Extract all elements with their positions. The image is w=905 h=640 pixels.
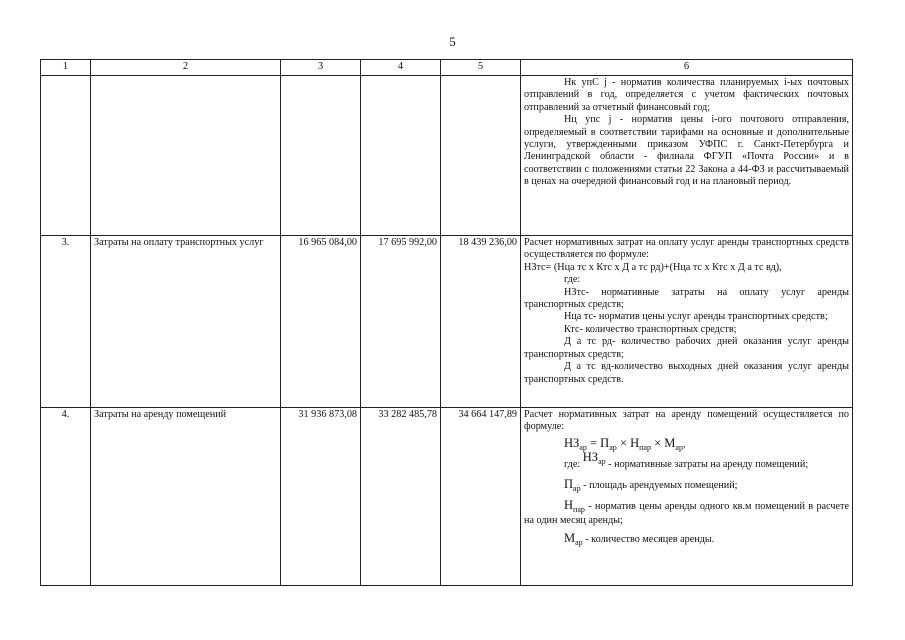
amount-year-3: 18 439 236,00 (441, 235, 521, 407)
definition-text: Нца тс- норматив цены услуг аренды транспортных средств; (564, 311, 828, 323)
rent-formula: $НЗ_{ар} = П_{ар} \times Н_{пар} \times М_{ар}$, (564, 435, 686, 452)
row-number: 3. (41, 235, 91, 407)
table-row (41, 235, 853, 407)
column-header: 3 (281, 60, 361, 76)
amount-year-3: 34 664 147,89 (441, 407, 521, 585)
definition-text: Ктс- количество транспортных средств; (564, 323, 737, 335)
cost-item-name: Затраты на оплату транспортных услуг (91, 235, 281, 407)
description-cell (521, 75, 853, 235)
where-label: где: (564, 274, 581, 286)
definition-text: НЗтс- нормативные затраты на оплату услуг аренды транспортных средств; (524, 286, 849, 310)
definition-text: $Н_{пар}$ - норматив цены аренды одного кв.м помещений в расчете на один месяц аренды; (524, 497, 849, 526)
cost-item-name: Затраты на аренду помещений (91, 407, 281, 585)
description-cell (521, 407, 853, 585)
column-header: 4 (361, 60, 441, 76)
definition-text: $П_{ар}$ - площадь арендуемых помещений; (564, 477, 738, 494)
formula-intro: Расчет нормативных затрат на оплату услуг аренды транспортных средств осуществляется по формуле: (524, 236, 849, 261)
description-cell (521, 235, 853, 407)
table-row (41, 75, 853, 235)
header-row (41, 60, 853, 76)
row-number: 4. (41, 407, 91, 585)
amount-year-2: 33 282 485,78 (361, 407, 441, 585)
definition-text: Д а тс вд-количество выходных дней оказания услуг аренды транспортных средств. (524, 361, 849, 385)
table-row (41, 407, 853, 585)
column-header: 2 (91, 60, 281, 76)
definition-text: где: $НЗ_{ар}$ - нормативные затраты на аренду помещений; (564, 450, 809, 471)
amount-year-2: 17 695 992,00 (361, 235, 441, 407)
column-header: 5 (441, 60, 521, 76)
column-header: 6 (521, 60, 853, 76)
definition-text: $М_{ар}$ - количество месяцев аренды. (564, 531, 715, 548)
amount-year-1: 31 936 873,08 (281, 407, 361, 585)
cost-table (40, 59, 853, 586)
formula-intro: Расчет нормативных затрат на аренду помещений осуществляется по формуле: (524, 408, 849, 433)
definition-text: Нц упс j - норматив цены i-ого почтового отправления, определяемый в соответствии тарифами на основные и дополнительные услуги, утвержденными приказом УФПС г. Санкт-Петербурга и Ленинградской области - филиала ФГУП «Почта России» и в соответствии с положениями статьи 22 Закона а 44-ФЗ и рассчитываемый в ценах на очередной финансовый год и на плановый период. (524, 114, 849, 188)
definition-text: Нк упС j - норматив количества планируемых i-ых почтовых отправлений в год, определяется с учетом фактических почтовых отправлений за отчетный финансовый год; (524, 76, 849, 113)
page-number: 5 (449, 34, 456, 49)
amount-year-1: 16 965 084,00 (281, 235, 361, 407)
definition-text: Д а тс рд- количество рабочих дней оказания услуг аренды транспортных средств; (524, 336, 849, 360)
column-header: 1 (41, 60, 91, 76)
formula: НЗтс= (Нца тс х Ктс х Д а тс рд)+(Нца тс х Ктс х Д а тс вд), (524, 261, 782, 273)
